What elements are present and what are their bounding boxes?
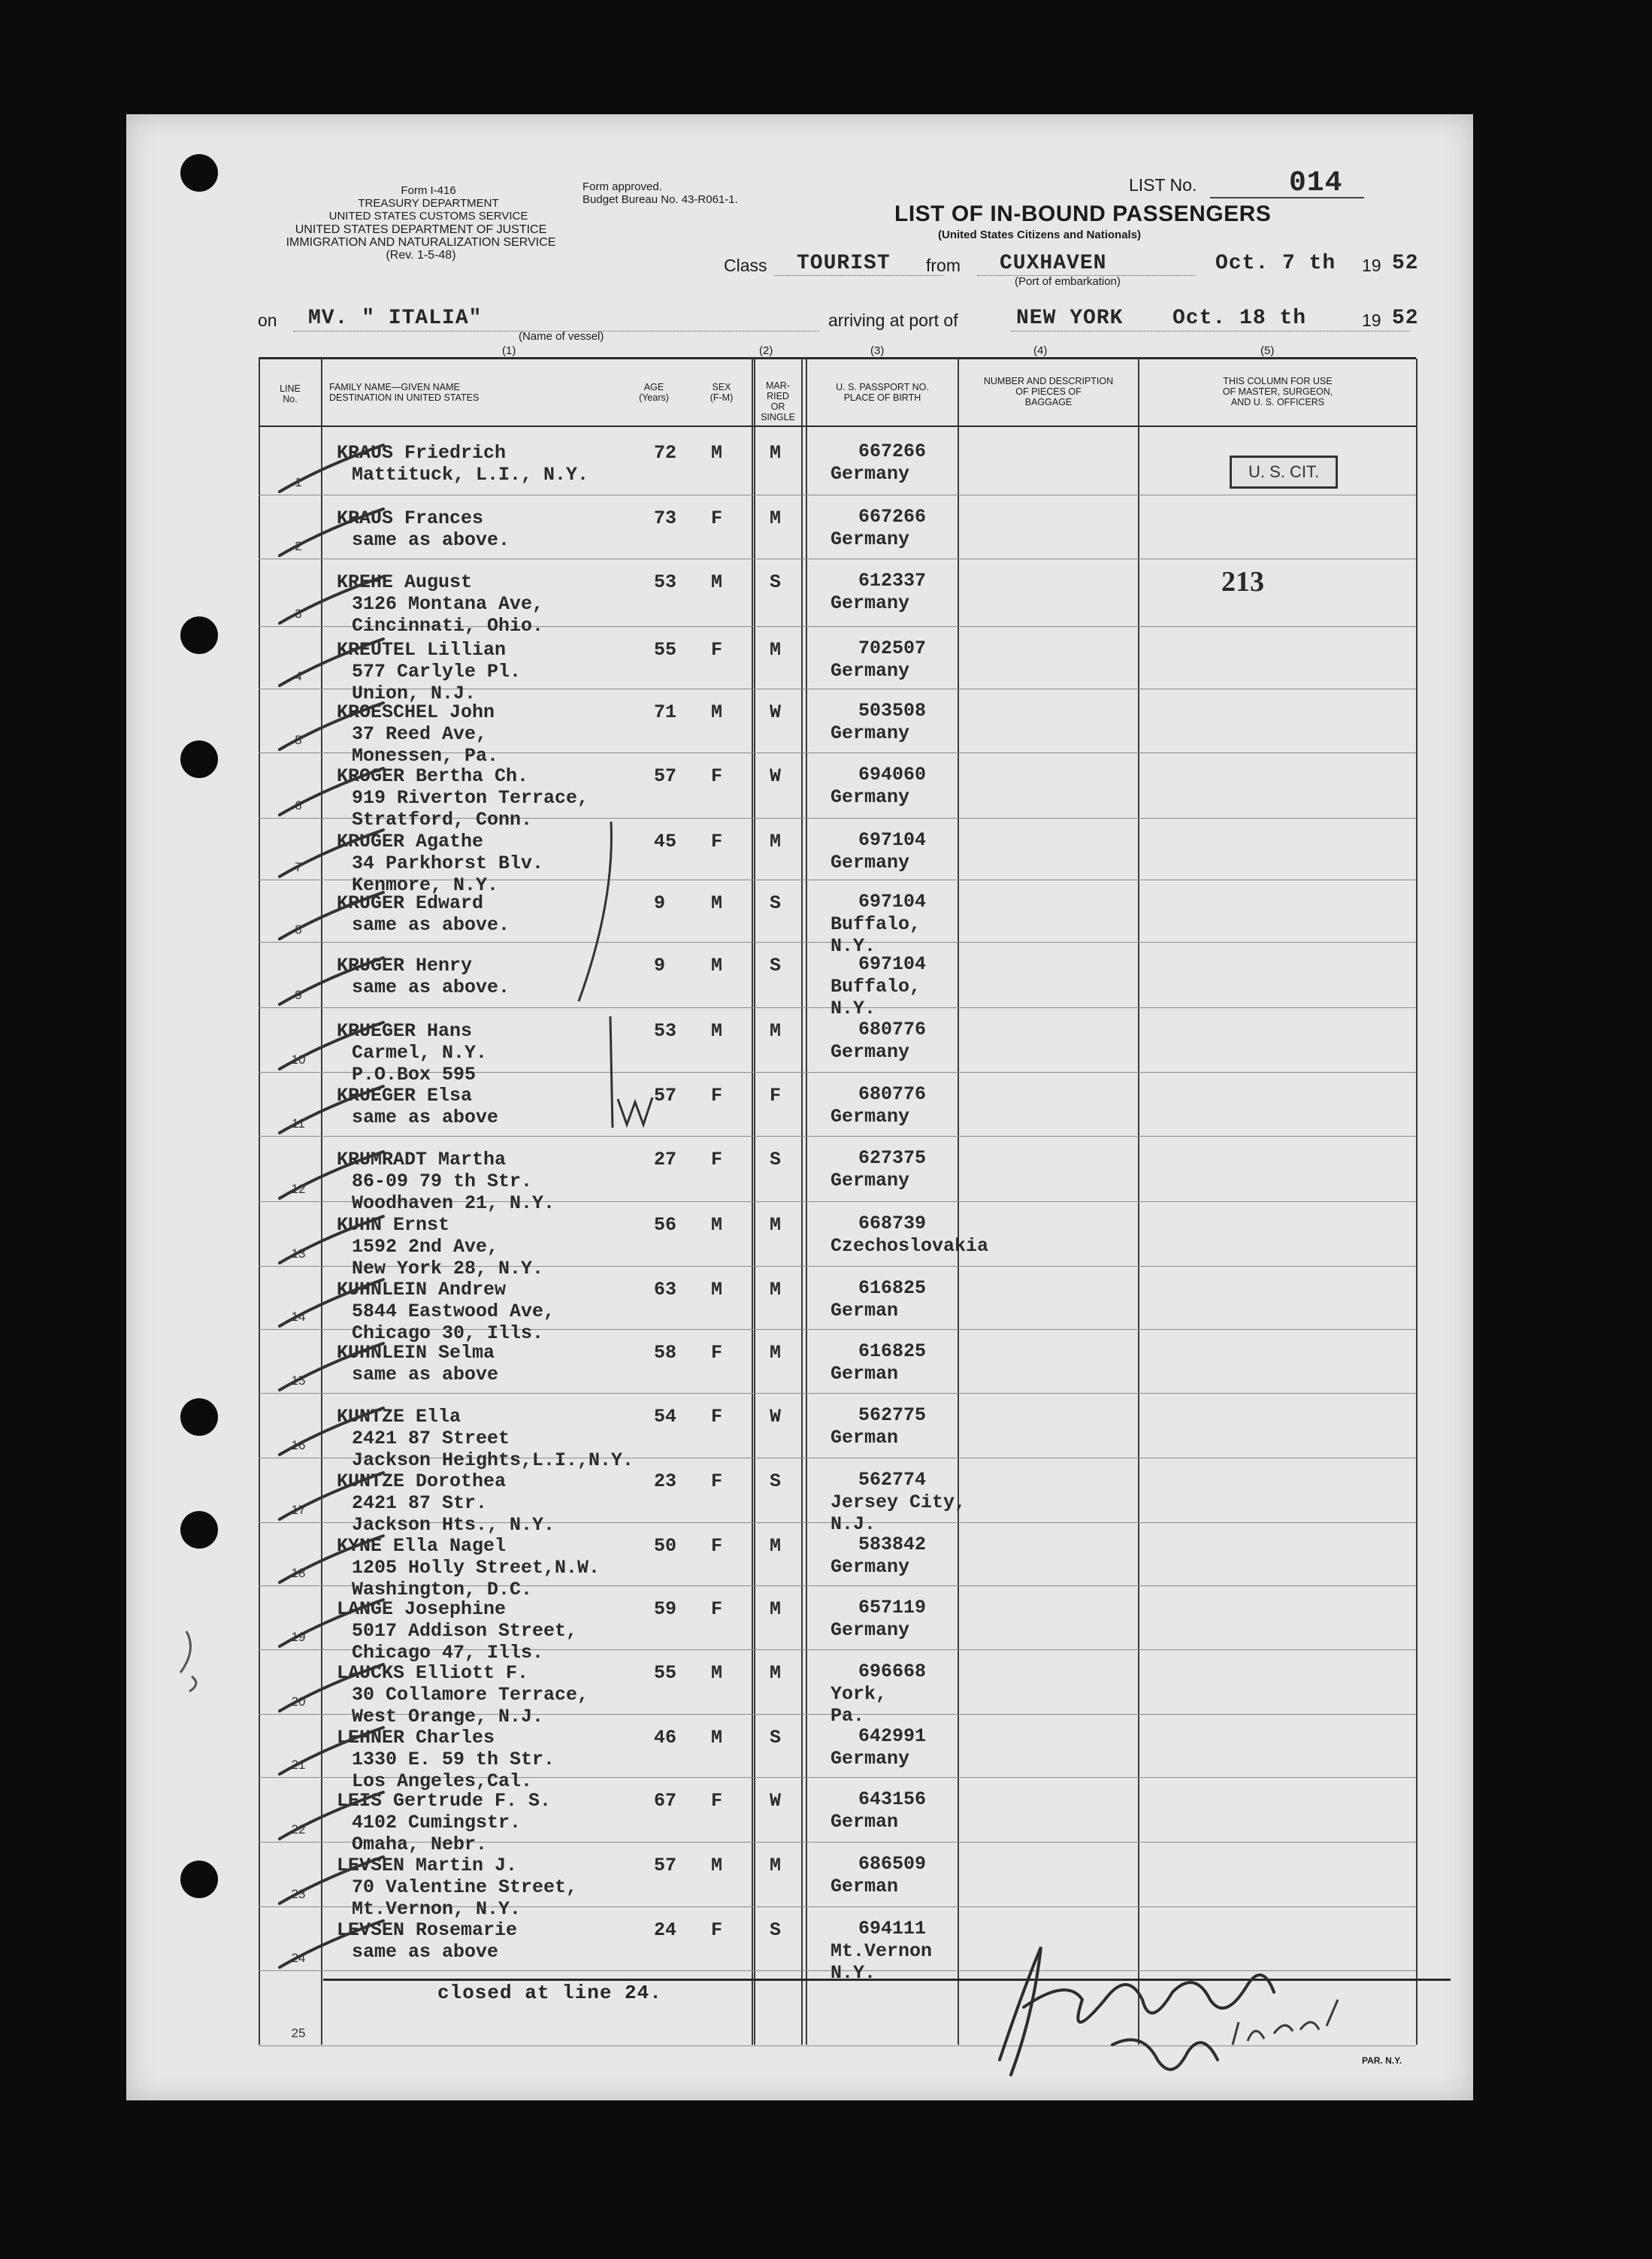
marital-status: M (770, 1214, 782, 1236)
passport-number: 616825 (858, 1340, 927, 1362)
line-number: 2 (295, 539, 302, 553)
sex-value: F (711, 831, 723, 852)
line-number: 15 (291, 1373, 306, 1388)
sex-value: M (711, 701, 723, 723)
age-value: 57 (654, 1855, 677, 1876)
arrival-year: 52 (1392, 307, 1419, 330)
age-value: 67 (654, 1790, 677, 1812)
header-baggage-text: OF PIECES OF (1015, 386, 1082, 397)
us-citizen-stamp: U. S. CIT. (1230, 456, 1338, 489)
age-value: 63 (654, 1279, 677, 1301)
sex-value: F (711, 507, 723, 529)
depart-year-prefix: 19 (1362, 256, 1381, 275)
punch-hole (180, 616, 218, 654)
passenger-name: KYNE Ella Nagel (337, 1535, 507, 1557)
place-of-birth: Buffalo, (831, 976, 921, 998)
passenger-name: KROGER Bertha Ch. (337, 765, 529, 787)
line-number: 17 (291, 1503, 306, 1517)
place-of-birth: Germany (831, 786, 910, 808)
place-of-birth: Germany (831, 1619, 910, 1641)
sex-value: F (711, 1598, 723, 1620)
destination-line: 2421 87 Street (352, 1428, 510, 1449)
destination-line: 86-09 79 th Str. (352, 1170, 533, 1192)
destination-line: Carmel, N.Y. (352, 1042, 488, 1064)
age-value: 71 (654, 701, 677, 723)
marital-status: F (770, 1085, 782, 1107)
arrival-date: Oct. 18 th (1172, 307, 1307, 330)
header-line-text: LINE (280, 383, 301, 394)
age-value: 57 (654, 765, 677, 787)
vessel-caption: (Name of vessel) (519, 330, 604, 343)
destination-line: P.O.Box 595 (352, 1064, 477, 1086)
line-number: 23 (291, 1887, 306, 1901)
marital-status: M (770, 1535, 782, 1557)
line-number: 16 (291, 1438, 306, 1452)
age-value: 27 (654, 1149, 677, 1170)
sex-value: M (711, 1727, 723, 1749)
passport-number: 657119 (858, 1597, 927, 1619)
ins-title: IMMIGRATION AND NATURALIZATION SERVICE (286, 236, 556, 249)
passenger-name: KRUGER Edward (337, 892, 484, 914)
destination-line: 37 Reed Ave, (352, 723, 488, 745)
passport-number: 694111 (858, 1918, 927, 1940)
destination-line: Kenmore, N.Y. (352, 874, 499, 896)
place-of-birth: Germany (831, 722, 910, 744)
marital-status: W (770, 765, 782, 787)
age-value: 55 (654, 1662, 677, 1684)
customs-service: UNITED STATES CUSTOMS SERVICE (328, 210, 528, 223)
place-of-birth: Germany (831, 660, 910, 682)
destination-line: same as above. (352, 529, 510, 551)
sex-value: F (711, 1535, 723, 1557)
marital-status: W (770, 701, 782, 723)
marital-status: S (770, 1919, 782, 1941)
sex-value: M (711, 892, 723, 914)
on-label: on (258, 310, 277, 330)
passenger-name: KREHE August (337, 571, 473, 593)
age-value: 53 (654, 1020, 677, 1042)
line-number: 3 (295, 607, 302, 621)
place-of-birth: Pa. (831, 1705, 865, 1727)
line-number: 22 (291, 1822, 306, 1837)
punch-hole (180, 1398, 218, 1436)
header-age-text: (Years) (639, 392, 669, 403)
line-number: 25 (291, 2026, 306, 2040)
place-of-birth: Germany (831, 528, 910, 550)
port-embarkation-caption: (Port of embarkation) (1015, 275, 1121, 288)
header-officers (1139, 376, 1416, 407)
passenger-name: LEVSEN Rosemarie (337, 1919, 518, 1941)
marital-status: M (770, 442, 782, 464)
place-of-birth: Germany (831, 463, 910, 485)
passport-number: 642991 (858, 1725, 927, 1747)
treasury-dept: TREASURY DEPARTMENT (358, 197, 499, 210)
marital-status: W (770, 1790, 782, 1812)
sex-value: M (711, 442, 723, 464)
from-value: CUXHAVEN (1000, 252, 1107, 275)
passport-number: 667266 (858, 441, 927, 462)
sex-value: F (711, 765, 723, 787)
passenger-name: LAUCKS Elliott F. (337, 1662, 529, 1684)
destination-line: Woodhaven 21, N.Y. (352, 1192, 555, 1214)
col-number-1: (1) (502, 344, 516, 357)
sex-value: M (711, 1279, 723, 1301)
age-value: 23 (654, 1470, 677, 1492)
line-number: 7 (295, 860, 302, 874)
header-passport-text: U. S. PASSPORT NO. (836, 382, 929, 392)
arriving-label: arriving at port of (828, 310, 958, 330)
form-approved (582, 180, 738, 206)
destination-line: New York 28, N.Y. (352, 1258, 544, 1279)
sex-value: F (711, 1342, 723, 1364)
destination-line: Mattituck, L.I., N.Y. (352, 464, 589, 486)
passport-number: 612337 (858, 570, 927, 592)
header-married-text: RIED (767, 391, 789, 401)
destination-line: West Orange, N.J. (352, 1706, 544, 1728)
line-number: 6 (295, 798, 302, 813)
line-number: 4 (295, 669, 302, 683)
header-name (329, 382, 479, 403)
header-passport (807, 382, 958, 403)
arrival-year-prefix: 19 (1362, 310, 1381, 330)
line-number: 24 (291, 1951, 306, 1965)
sex-value: M (711, 955, 723, 977)
from-label: from (926, 256, 961, 275)
sex-value: F (711, 1790, 723, 1812)
budget-bureau-line: Budget Bureau No. 43-R061-1. (582, 193, 738, 206)
destination-line: 34 Parkhorst Blv. (352, 852, 544, 874)
sex-value: M (711, 1020, 723, 1042)
passenger-name: KUHN Ernst (337, 1214, 450, 1236)
age-value: 9 (654, 892, 666, 914)
destination-line: Stratford, Conn. (352, 809, 533, 831)
destination-line: Cincinnati, Ohio. (352, 615, 544, 637)
line-number: 13 (291, 1246, 306, 1261)
punch-hole (180, 740, 218, 778)
destination-line: 30 Collamore Terrace, (352, 1684, 589, 1706)
passport-number: 680776 (858, 1083, 927, 1105)
passenger-name: LEIS Gertrude F. S. (337, 1790, 552, 1812)
revision: (Rev. 1-5-48) (386, 249, 456, 262)
destination-line: Washington, D.C. (352, 1579, 533, 1600)
destination-line: 2421 87 Str. (352, 1492, 488, 1514)
passenger-name: KRUEGER Elsa (337, 1085, 473, 1107)
vessel-name: MV. " ITALIA" (308, 307, 483, 330)
list-no-value: 014 (1289, 167, 1343, 199)
passenger-name: KUNTZE Dorothea (337, 1470, 507, 1492)
place-of-birth: German (831, 1876, 899, 1897)
closed-note: closed at line 24. (437, 1982, 662, 2004)
col-number-3: (3) (870, 344, 885, 357)
marital-status: S (770, 1727, 782, 1749)
destination-line: Chicago 47, Ills. (352, 1642, 544, 1664)
sex-value: M (711, 1855, 723, 1876)
header-married-text: OR (770, 401, 785, 412)
destination-line: 70 Valentine Street, (352, 1876, 578, 1898)
destination-line: 4102 Cumingstr. (352, 1812, 522, 1834)
place-of-birth: Germany (831, 852, 910, 874)
passenger-name: KRUMRADT Martha (337, 1149, 507, 1170)
destination-line: Chicago 30, Ills. (352, 1322, 544, 1344)
officer-annotation: 213 (1221, 566, 1264, 598)
header-officers-text: THIS COLUMN FOR USE (1223, 376, 1333, 386)
class-underline (774, 275, 943, 276)
class-value: TOURIST (797, 252, 891, 275)
age-value: 57 (654, 1085, 677, 1107)
age-value: 54 (654, 1406, 677, 1428)
destination-line: 3126 Montana Ave, (352, 593, 544, 615)
row-rule (259, 1136, 1416, 1137)
age-value: 58 (654, 1342, 677, 1364)
closing-rule (323, 1979, 1451, 1981)
passenger-name: LEVSEN Martin J. (337, 1855, 518, 1876)
age-value: 73 (654, 507, 677, 529)
col-number-2: (2) (759, 344, 773, 357)
header-married-text: MAR- (766, 380, 790, 391)
marital-status: M (770, 1598, 782, 1620)
passenger-name: KREUTEL Lillian (337, 639, 507, 661)
passenger-name: LANGE Josephine (337, 1598, 507, 1620)
passport-number: 616825 (858, 1277, 927, 1299)
age-value: 24 (654, 1919, 677, 1941)
passenger-name: LEHNER Charles (337, 1727, 495, 1749)
line-number: 11 (292, 1116, 305, 1131)
table-top-rule (259, 357, 1416, 359)
line-number: 19 (291, 1630, 306, 1644)
age-value: 45 (654, 831, 677, 852)
header-baggage-text: NUMBER AND DESCRIPTION (983, 376, 1114, 386)
header-sex-text: SEX (712, 382, 731, 392)
passport-number: 697104 (858, 953, 927, 975)
passport-number: 697104 (858, 829, 927, 851)
destination-line: 1205 Holly Street,N.W. (352, 1557, 601, 1579)
sex-value: F (711, 1085, 723, 1107)
header-married (755, 380, 801, 422)
sex-value: M (711, 1662, 723, 1684)
marital-status: M (770, 1662, 782, 1684)
passport-number: 562775 (858, 1404, 927, 1426)
printer-mark: PAR. N.Y. (1362, 2055, 1402, 2066)
destination-line: Mt.Vernon, N.Y. (352, 1898, 522, 1920)
punch-hole (180, 1511, 218, 1549)
depart-year: 52 (1392, 252, 1419, 275)
list-no-label: LIST No. (1129, 175, 1197, 195)
header-line-text: No. (283, 394, 298, 404)
header-line-no (260, 383, 320, 404)
place-of-birth: Buffalo, (831, 913, 921, 935)
passenger-name: KRUGER Agathe (337, 831, 484, 852)
age-value: 55 (654, 639, 677, 661)
destination-line: 577 Carlyle Pl. (352, 661, 522, 683)
destination-line: Los Angeles,Cal. (352, 1770, 533, 1792)
destination-line: 919 Riverton Terrace, (352, 787, 589, 809)
passport-number: 627375 (858, 1147, 927, 1169)
place-of-birth: N.Y. (831, 935, 876, 957)
destination-line: Monessen, Pa. (352, 745, 499, 767)
row-rule (259, 1393, 1416, 1394)
doj-block (256, 223, 586, 262)
destination-line: 5844 Eastwood Ave, (352, 1301, 555, 1322)
place-of-birth: Germany (831, 1170, 910, 1192)
age-value: 46 (654, 1727, 677, 1749)
marital-status: M (770, 1855, 782, 1876)
form-approved-line: Form approved. (582, 180, 662, 193)
line-number: 5 (295, 733, 302, 747)
marital-status: S (770, 1470, 782, 1492)
punch-hole (180, 1861, 218, 1898)
destination-line: same as above (352, 1364, 499, 1385)
line-number: 18 (291, 1566, 306, 1580)
header-age-text: AGE (643, 382, 664, 392)
destination-line: same as above (352, 1941, 499, 1963)
passenger-name: KROESCHEL John (337, 701, 495, 723)
col-number-5: (5) (1260, 344, 1275, 357)
destination-line: Jackson Heights,L.I.,N.Y. (352, 1449, 634, 1471)
marital-status: M (770, 1279, 782, 1301)
sex-value: F (711, 1470, 723, 1492)
passport-number: 503508 (858, 700, 927, 722)
place-of-birth: Czechoslovakia (831, 1235, 989, 1257)
passport-number: 697104 (858, 891, 927, 913)
destination-line: same as above (352, 1107, 499, 1128)
destination-line: Omaha, Nebr. (352, 1834, 488, 1855)
line-number: 8 (295, 922, 302, 937)
place-of-birth: Mt.Vernon (831, 1940, 933, 1962)
destination-line: same as above. (352, 914, 510, 936)
arrival-port: NEW YORK (1016, 307, 1124, 330)
doj-title: UNITED STATES DEPARTMENT OF JUSTICE (295, 223, 547, 236)
sex-value: M (711, 571, 723, 593)
passenger-name: KUHNLEIN Andrew (337, 1279, 507, 1301)
passport-number: 696668 (858, 1661, 927, 1682)
header-baggage-text: BAGGAGE (1024, 397, 1073, 407)
passenger-name: KUNTZE Ella (337, 1406, 461, 1428)
marital-status: M (770, 831, 782, 852)
line-number: 9 (295, 988, 302, 1002)
place-of-birth: Germany (831, 1556, 910, 1578)
age-value: 53 (654, 571, 677, 593)
sex-value: F (711, 1919, 723, 1941)
header-sex-text: (F-M) (710, 392, 734, 403)
age-value: 72 (654, 442, 677, 464)
depart-date: Oct. 7 th (1215, 252, 1336, 275)
place-of-birth: N.J. (831, 1513, 876, 1535)
place-of-birth: German (831, 1811, 899, 1833)
marital-status: M (770, 1020, 782, 1042)
place-of-birth: Germany (831, 1041, 910, 1063)
sex-value: F (711, 1149, 723, 1170)
marital-status: W (770, 1406, 782, 1428)
destination-line: Union, N.J. (352, 683, 477, 704)
header-baggage (959, 376, 1138, 407)
sex-value: M (711, 1214, 723, 1236)
header-name-text: DESTINATION IN UNITED STATES (329, 392, 480, 403)
line-number: 10 (291, 1052, 306, 1067)
place-of-birth: York, (831, 1683, 888, 1705)
col-number-4: (4) (1033, 344, 1048, 357)
marital-status: M (770, 639, 782, 661)
marital-status: S (770, 955, 782, 977)
place-of-birth: Germany (831, 592, 910, 614)
header-married-text: SINGLE (761, 412, 795, 422)
marital-status: S (770, 892, 782, 914)
passport-number: 702507 (858, 637, 927, 659)
passenger-name: KUHNLEIN Selma (337, 1342, 495, 1364)
sex-value: F (711, 1406, 723, 1428)
punch-hole (180, 154, 218, 192)
passport-number: 668739 (858, 1213, 927, 1234)
form-number: Form I-416 (401, 184, 456, 197)
place-of-birth: N.Y. (831, 998, 876, 1019)
place-of-birth: Germany (831, 1748, 910, 1770)
passport-number: 686509 (858, 1853, 927, 1875)
place-of-birth: German (831, 1427, 899, 1449)
line-number: 21 (291, 1758, 306, 1772)
marital-status: M (770, 507, 782, 529)
header-officers-text: AND U. S. OFFICERS (1230, 397, 1325, 407)
age-value: 9 (654, 955, 666, 977)
passenger-name: KRUEGER Hans (337, 1020, 473, 1042)
class-label: Class (724, 256, 767, 275)
place-of-birth: Germany (831, 1106, 910, 1128)
marital-status: S (770, 571, 782, 593)
marital-status: S (770, 1149, 782, 1170)
age-value: 56 (654, 1214, 677, 1236)
passport-number: 562774 (858, 1469, 927, 1491)
header-sex (695, 382, 748, 403)
passport-number: 694060 (858, 764, 927, 786)
age-value: 59 (654, 1598, 677, 1620)
destination-line: 1592 2nd Ave, (352, 1236, 499, 1258)
sex-value: F (711, 639, 723, 661)
place-of-birth: German (831, 1300, 899, 1322)
document-title: LIST OF IN-BOUND PASSENGERS (894, 201, 1272, 226)
passenger-name: KRAUS Friedrich (337, 442, 507, 464)
place-of-birth: Jersey City, (831, 1491, 967, 1513)
line-number: 14 (291, 1310, 306, 1324)
line-number: 1 (295, 475, 302, 489)
header-name-text: FAMILY NAME—GIVEN NAME (329, 382, 460, 392)
destination-line: 1330 E. 59 th Str. (352, 1749, 555, 1770)
line-number: 12 (291, 1182, 306, 1196)
document-subtitle: (United States Citizens and Nationals) (938, 229, 1142, 241)
form-block (316, 184, 541, 223)
header-passport-text: PLACE OF BIRTH (843, 392, 921, 403)
col-divider (1416, 359, 1418, 2045)
place-of-birth: N.Y. (831, 1962, 876, 1984)
passport-number: 643156 (858, 1788, 927, 1810)
passport-number: 583842 (858, 1534, 927, 1555)
age-value: 50 (654, 1535, 677, 1557)
place-of-birth: German (831, 1363, 899, 1385)
destination-line: same as above. (352, 977, 510, 998)
destination-line: 5017 Addison Street, (352, 1620, 578, 1642)
destination-line: Jackson Hts., N.Y. (352, 1514, 555, 1536)
line-number: 20 (291, 1694, 306, 1709)
passport-number: 680776 (858, 1019, 927, 1040)
header-officers-text: OF MASTER, SURGEON, (1222, 386, 1333, 397)
passenger-name: KRAUS Frances (337, 507, 484, 529)
header-bottom-rule (259, 425, 1416, 427)
marital-status: M (770, 1342, 782, 1364)
header-age (624, 382, 684, 403)
passenger-name: KRUGER Henry (337, 955, 473, 977)
passport-number: 667266 (858, 506, 927, 528)
arrival-underline (1011, 331, 1409, 332)
